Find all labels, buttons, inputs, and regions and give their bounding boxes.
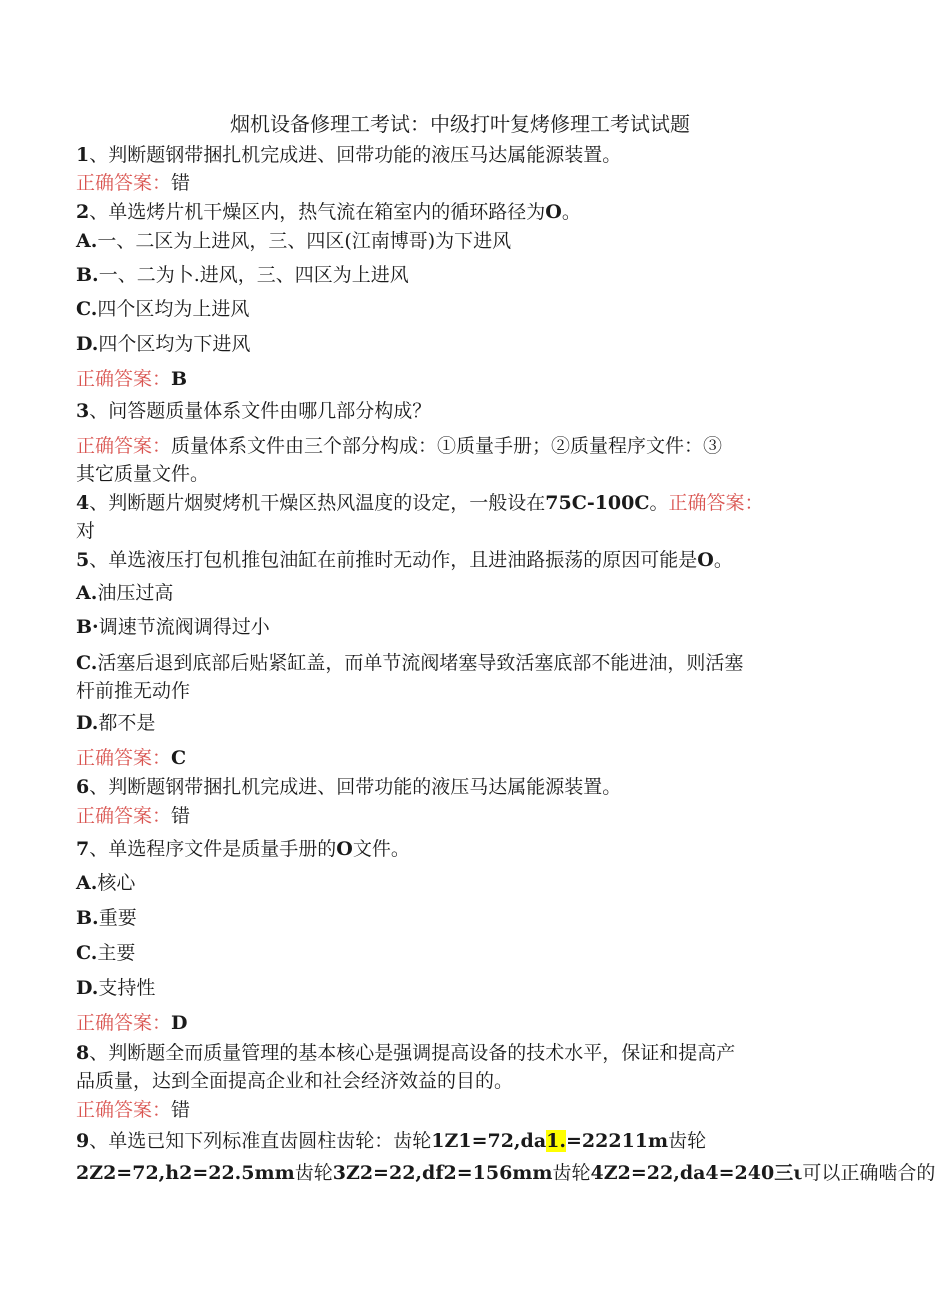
option-a: A.油压过高 — [76, 582, 174, 604]
question-number: 8 — [76, 1042, 90, 1064]
question-3: 3、问答题质量体系文件由哪几部分构成？ — [76, 400, 432, 422]
option-c: C.活塞后退到底部后贴紧缸盖，而单节流阀堵塞导致活塞底部不能进油，则活塞 — [76, 652, 744, 674]
question-number: 7 — [76, 838, 90, 860]
answer-4 — [76, 518, 836, 544]
option-d: D.四个区均为下进风 — [76, 333, 251, 355]
answer-8 — [76, 1097, 836, 1123]
answer-label: 正确答案： — [76, 435, 172, 457]
question-text: 单选已知下列标准直齿圆柱齿轮：齿轮 — [108, 1130, 432, 1152]
question-7: 7、单选程序文件是质量手册的O文件。 — [76, 838, 410, 860]
question-9: 9、单选已知下列标准直齿圆柱齿轮：齿轮1Z1=72,da1.=22211m齿轮 — [76, 1130, 707, 1152]
question-text: 单选液压打包机推包油缸在前推时无动作，且进油路振荡的原因可能是 — [108, 549, 698, 571]
answer-label: 正确答案： — [76, 368, 172, 390]
question-number: 2 — [76, 201, 90, 223]
answer-value: 错 — [171, 805, 191, 827]
option-a: A.一、二区为上进风，三、四区(江南博哥)为下进风 — [76, 230, 512, 252]
question-8: 8、判断题全而质量管理的基本核心是强调提高设备的技术水平，保证和提高产 — [76, 1042, 736, 1064]
question-number: 6 — [76, 776, 90, 798]
question-2: 2、单选烤片机干燥区内，热气流在箱室内的循环路径为O。 — [76, 201, 581, 223]
question-text: 单选程序文件是质量手册的 — [108, 838, 337, 860]
highlight-mark: 1. — [546, 1130, 566, 1152]
answer-5 — [76, 745, 836, 771]
page-title: 烟机设备修理工考试：中级打叶复烤修理工考试试题 — [230, 112, 690, 136]
option-b: B.重要 — [76, 907, 137, 929]
option-a: A.核心 — [76, 872, 136, 894]
answer-value: 质量体系文件由三个部分构成：①质量手册；②质量程序文件：③ — [171, 435, 723, 457]
answer-3-cont: 其它质量文件。 — [76, 463, 210, 485]
question-number: 4 — [76, 492, 90, 514]
answer-2 — [76, 366, 836, 392]
answer-label: 正确答案： — [668, 492, 764, 514]
question-text: 判断题全而质量管理的基本核心是强调提高设备的技术水平，保证和提高产 — [108, 1042, 736, 1064]
answer-value: 错 — [171, 172, 191, 194]
answer-value: D — [171, 1012, 188, 1034]
question-number: 5 — [76, 549, 90, 571]
question-text: 判断题钢带捆扎机完成进、回带功能的液压马达属能源装置。 — [108, 776, 622, 798]
answer-1 — [76, 170, 836, 196]
option-c-cont: 杆前推无动作 — [76, 680, 191, 702]
answer-value: 错 — [171, 1099, 191, 1121]
question-8-cont: 品质量，达到全面提高企业和社会经济效益的目的。 — [76, 1070, 514, 1092]
question-9-cont: 2Z2=72,h2=22.5mm齿轮3Z2=22,df2=156mm齿轮4Z2=22,da4=240三ι可以正确啮合的 — [76, 1162, 935, 1184]
option-c: C.四个区均为上进风 — [76, 298, 250, 320]
question-6: 6、判断题钢带捆扎机完成进、回带功能的液压马达属能源装置。 — [76, 776, 622, 798]
answer-7 — [76, 1010, 836, 1036]
answer-label: 正确答案： — [76, 1099, 172, 1121]
question-number: 3 — [76, 400, 90, 422]
question-text: 判断题片烟熨烤机干燥区热风温度的设定，一般设在 — [108, 492, 546, 514]
question-text: 单选烤片机干燥区内，热气流在箱室内的循环路径为 — [108, 201, 546, 223]
answer-label: 正确答案： — [76, 172, 172, 194]
question-text: 问答题质量体系文件由哪几部分构成？ — [108, 400, 432, 422]
answer-value: B — [171, 368, 188, 390]
question-number: 9 — [76, 1130, 90, 1152]
question-text: 判断题钢带捆扎机完成进、回带功能的液压马达属能源装置。 — [108, 144, 622, 166]
question-4: 4、判断题片烟熨烤机干燥区热风温度的设定，一般设在75C-100C。正确答案： — [76, 492, 764, 514]
answer-3 — [76, 433, 836, 459]
option-c: C.主要 — [76, 942, 136, 964]
answer-label: 正确答案： — [76, 805, 172, 827]
answer-label: 正确答案： — [76, 1012, 172, 1034]
question-1: 1、判断题钢带捆扎机完成进、回带功能的液压马达属能源装置。 — [76, 144, 622, 166]
option-d: D.支持性 — [76, 977, 156, 999]
answer-6 — [76, 803, 836, 829]
option-d: D.都不是 — [76, 712, 156, 734]
question-number: 1 — [76, 144, 90, 166]
option-b: B·调速节流阀调得过小 — [76, 616, 270, 638]
answer-label: 正确答案： — [76, 747, 172, 769]
answer-value: C — [171, 747, 187, 769]
option-b: B.一、二为卜.进风，三、四区为上进风 — [76, 264, 409, 286]
answer-value: 对 — [76, 520, 96, 542]
question-5: 5、单选液压打包机推包油缸在前推时无动作，且进油路振荡的原因可能是O。 — [76, 549, 733, 571]
